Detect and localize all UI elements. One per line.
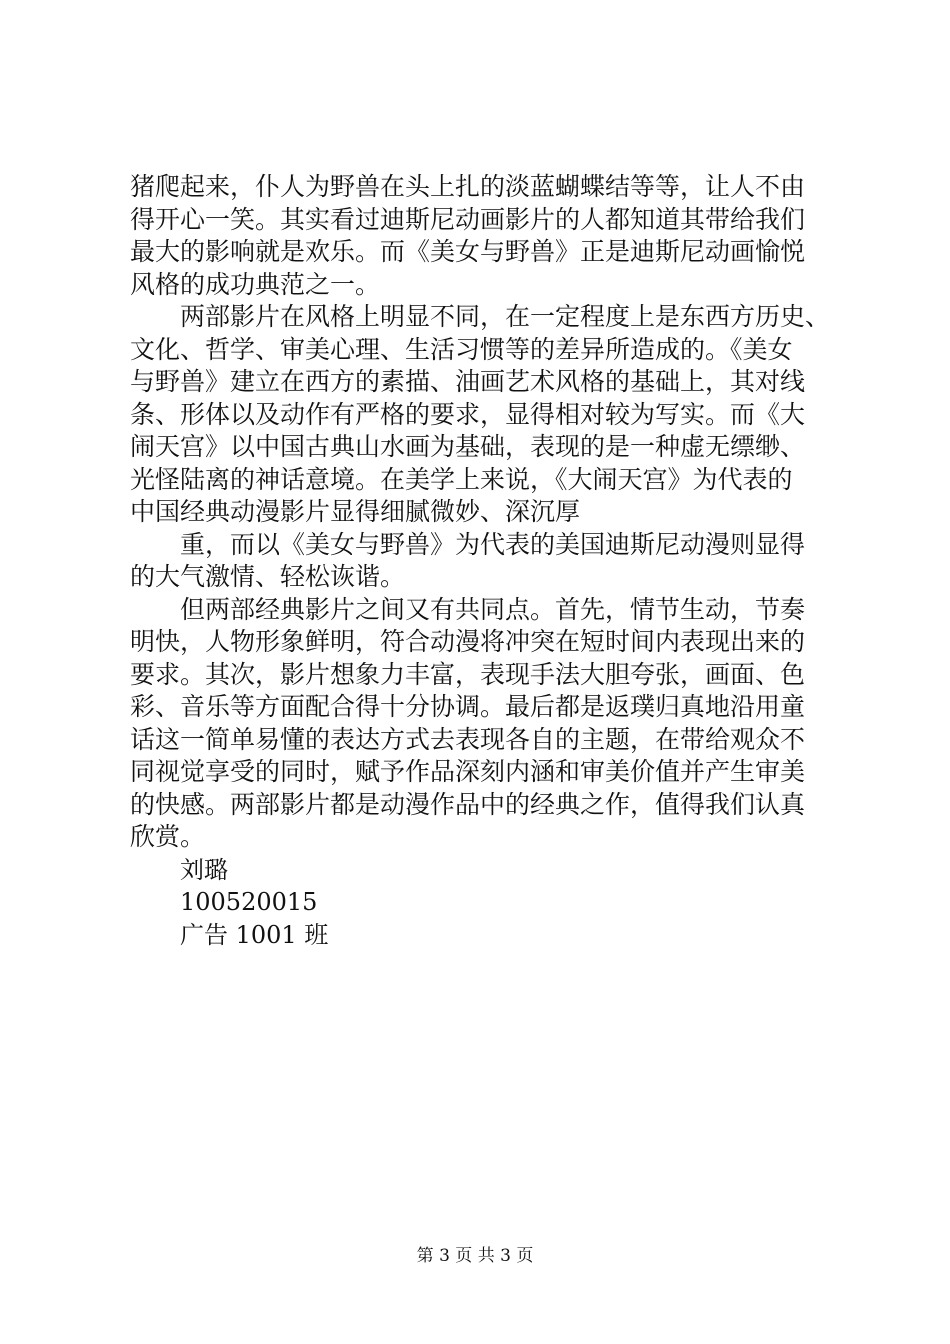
text-line: 欣赏。: [130, 822, 206, 851]
text-line: 的大气激情、轻松诙谐。: [130, 562, 406, 591]
text-line: 闹天宫》以中国古典山水画为基础，表现的是一种虚无缥缈、: [130, 432, 806, 461]
text-line: 话这一简单易懂的表达方式去表现各自的主题，在带给观众不: [130, 724, 806, 754]
text-line: 明快，人物形象鲜明，符合动漫将冲突在短时间内表现出来的: [130, 627, 806, 656]
text-line: 要求。其次，影片想象力丰富，表现手法大胆夸张，画面、色: [130, 659, 806, 689]
text-line: 得开心一笑。其实看过迪斯尼动画影片的人都知道其带给我们: [130, 204, 806, 234]
text-line: 条、形体以及动作有严格的要求，显得相对较为写实。而《大: [130, 399, 806, 429]
text-line: 猪爬起来，仆人为野兽在头上扎的淡蓝蝴蝶结等等，让人不由: [130, 172, 806, 201]
student-id: 100520015: [180, 888, 318, 916]
text-line: 光怪陆离的神话意境。在美学上来说，《大闹天宫》为代表的: [130, 464, 793, 494]
paragraph-start-line: 但两部经典影片之间又有共同点。首先，情节生动，节奏: [180, 594, 806, 624]
author-name: 刘璐: [180, 855, 228, 884]
page-footer: [0, 1245, 950, 1267]
text-line: 与野兽》建立在西方的素描、油画艺术风格的基础上，其对线: [130, 367, 806, 396]
text-line: 中国经典动漫影片显得细腻微妙、深沉厚: [130, 497, 581, 526]
paragraph-start-line: 两部影片在风格上明显不同，在一定程度上是东西方历史、: [180, 302, 831, 331]
class-name: 广告 1001 班: [180, 920, 329, 949]
page-number: 第 3 页 共 3 页: [416, 1246, 534, 1266]
text-line: 风格的成功典范之一。: [130, 269, 381, 299]
text-line: 同视觉享受的同时，赋予作品深刻内涵和审美价值并产生审美: [130, 757, 806, 786]
document-body: [130, 171, 840, 951]
text-line: 彩、音乐等方面配合得十分协调。最后都是返璞归真地沿用童: [130, 692, 806, 721]
text-line: 最大的影响就是欢乐。而《美女与野兽》正是迪斯尼动画愉悦: [130, 237, 806, 266]
paragraph-start-line: 重，而以《美女与野兽》为代表的美国迪斯尼动漫则显得: [180, 529, 806, 559]
text-line: 文化、哲学、审美心理、生活习惯等的差异所造成的。《美女: [130, 334, 793, 364]
text-line: 的快感。两部影片都是动漫作品中的经典之作，值得我们认真: [130, 789, 806, 819]
